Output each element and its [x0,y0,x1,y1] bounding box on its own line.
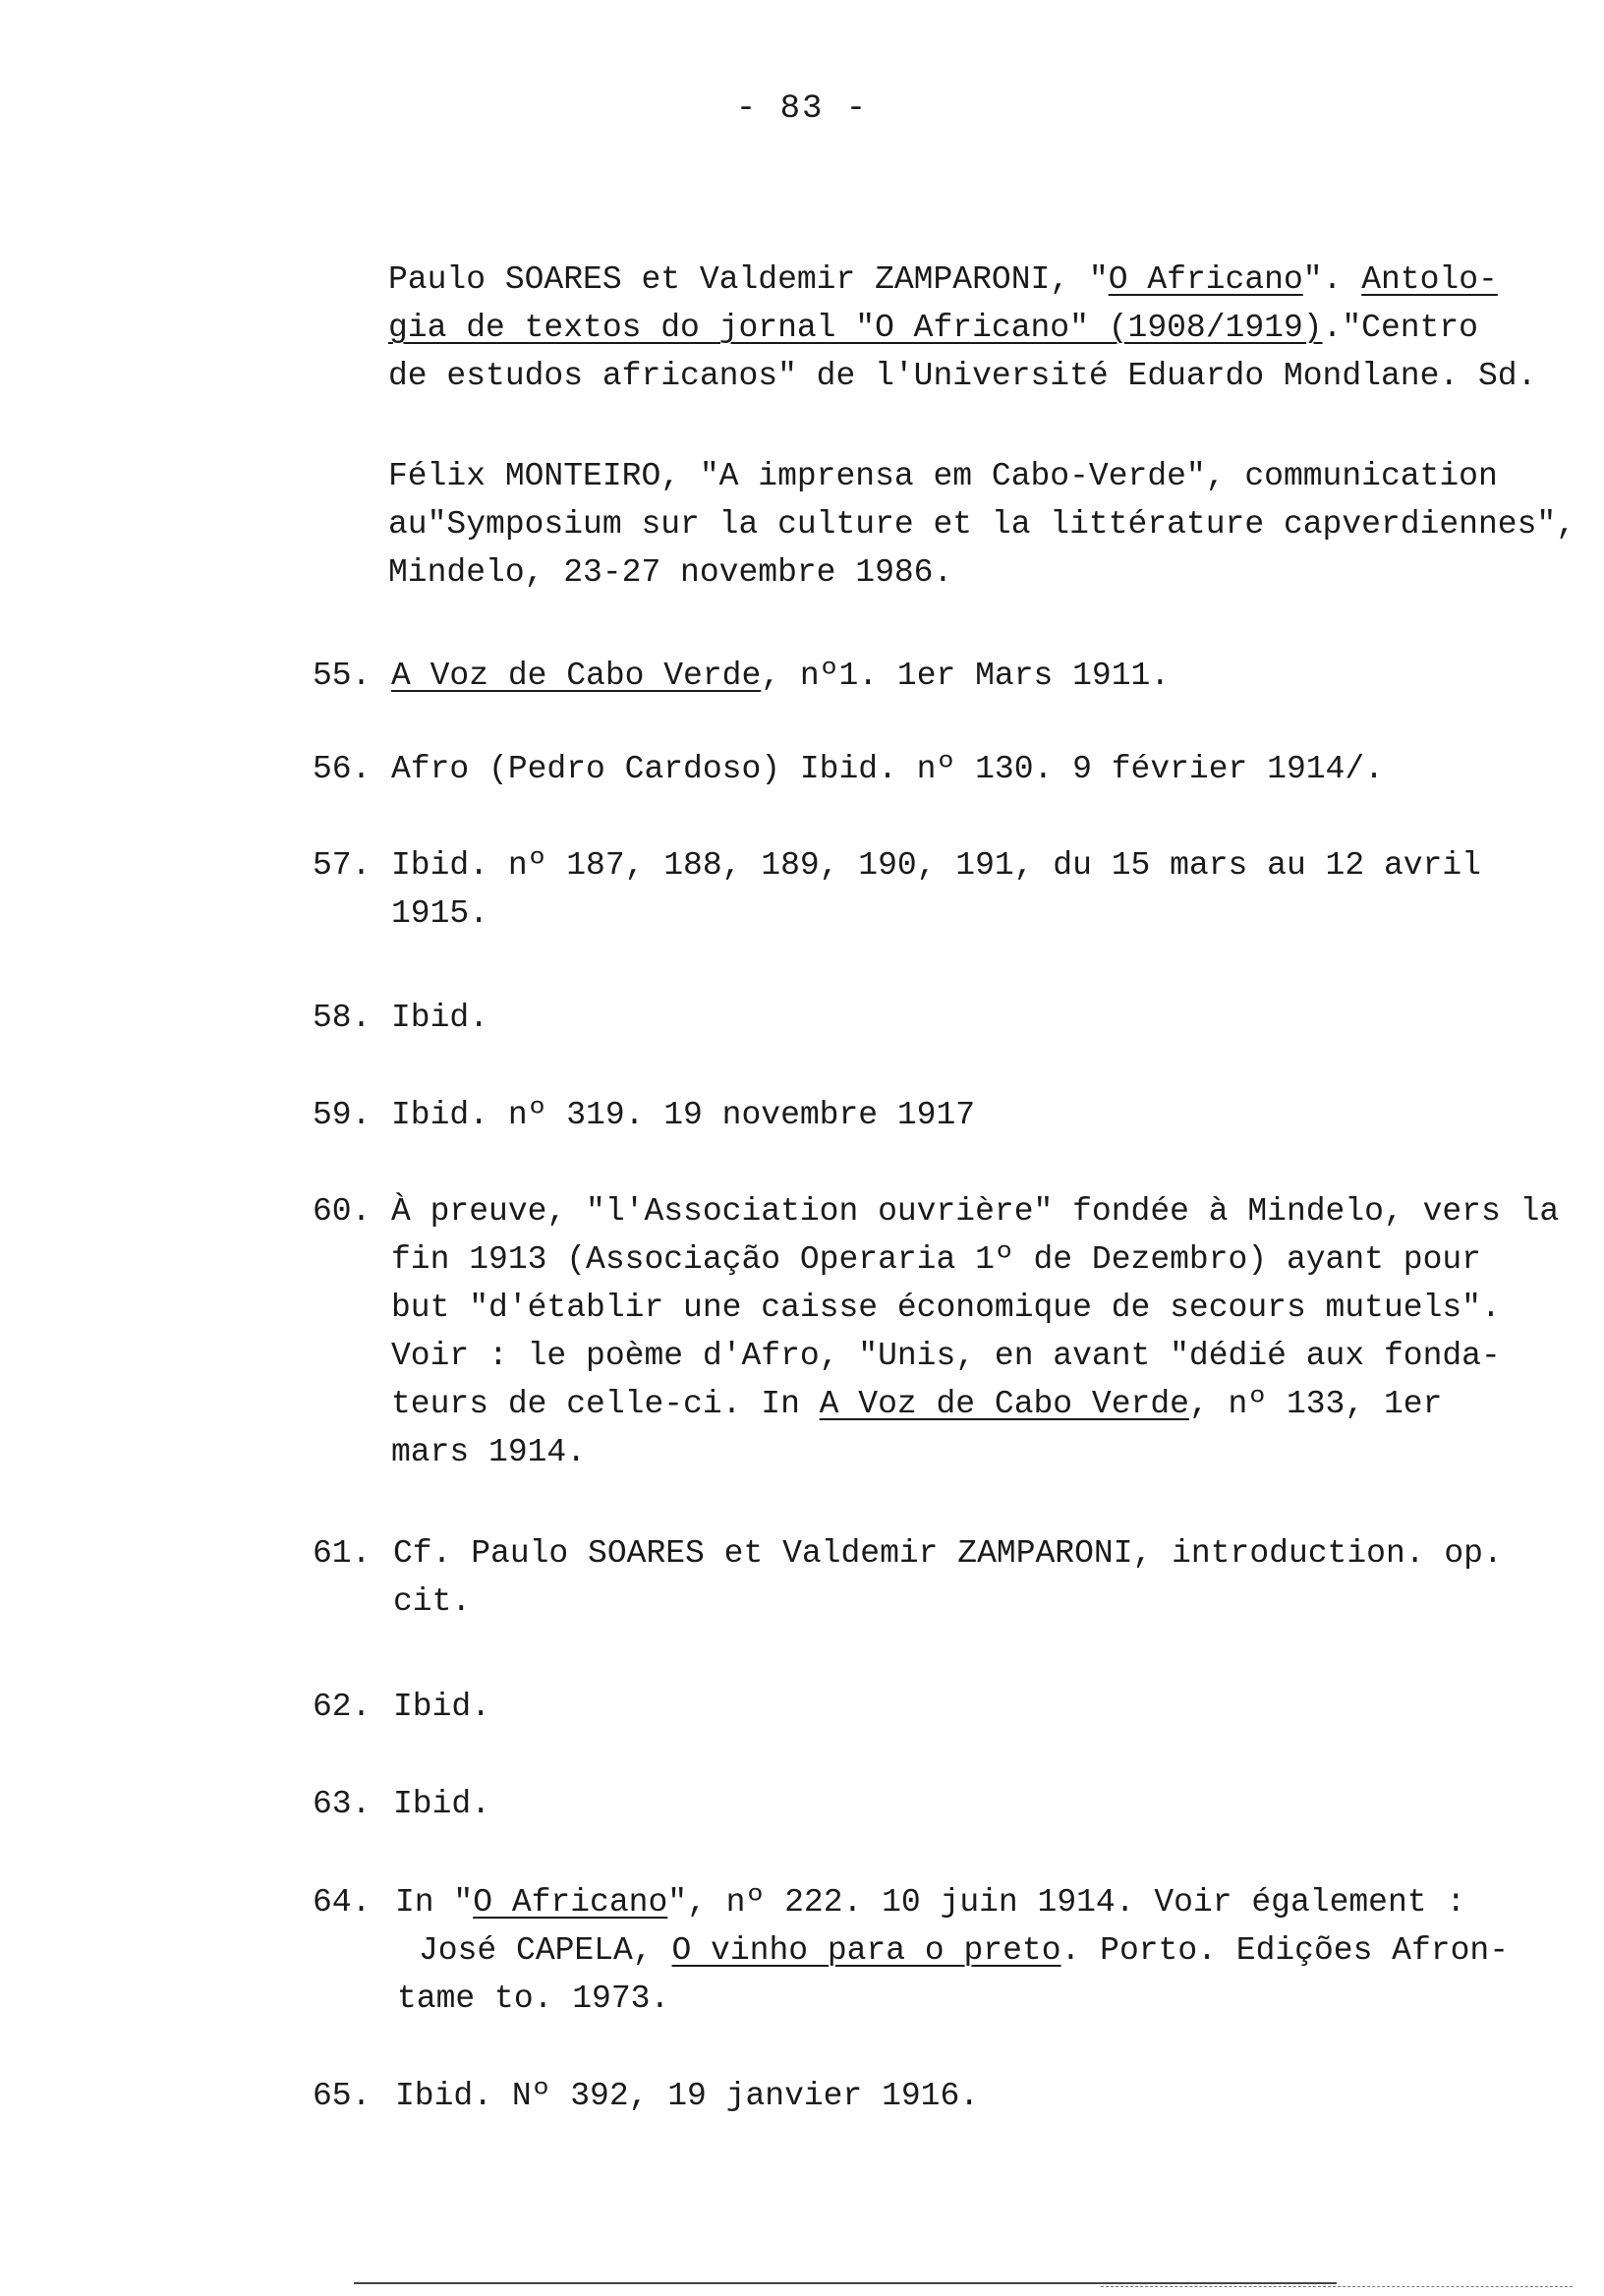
note-56 [391,745,1384,793]
note-number: 60. [313,1193,372,1230]
intro-p2-line-2: au"Symposium sur la culture et la littérature capverdiennes", [388,506,1575,543]
intro-p1-line-2: gia de textos do jornal "O Africano" (1908/1919)."Centro [388,310,1478,346]
intro-p1-line-3: de estudos africanos" de l'Université Eduardo Mondlane. Sd. [388,358,1537,394]
note-59-line-1: Ibid. nº 319. 19 novembre 1917 [391,1097,976,1133]
note-63 [393,1780,490,1828]
note-60-line-4: Voir : le poème d'Afro, "Unis, en avant "dédié aux fonda- [391,1338,1501,1374]
note-55 [391,652,1170,700]
note-58 [391,994,488,1042]
note-59 [391,1091,975,1139]
note-60-line-1: À preuve, "l'Association ouvrière" fondée à Mindelo, vers la [391,1193,1560,1230]
intro-p2-line-1: Félix MONTEIRO, "A imprensa em Cabo-Verde", communication [388,458,1498,494]
note-number: 58. [313,1000,372,1036]
note-60-line-5: teurs de celle-ci. In A Voz de Cabo Verde, nº 133, 1er [391,1386,1443,1422]
note-56-line-1: Afro (Pedro Cardoso) Ibid. nº 130. 9 février 1914/. [391,751,1384,787]
note-number: 64. [313,1884,372,1921]
intro-p1-line-1: Paulo SOARES et Valdemir ZAMPARONI, "O Africano". Antolo- [388,261,1498,298]
note-64-line-1: In "O Africano", nº 222. 10 juin 1914. Voir également : [395,1884,1466,1921]
note-60-line-6: mars 1914. [391,1434,587,1470]
note-62 [393,1683,490,1731]
note-58-line-1: Ibid. [391,1000,489,1036]
note-55-line-1: A Voz de Cabo Verde, nº1. 1er Mars 1911. [391,658,1171,694]
note-61 [393,1529,1503,1626]
note-number: 55. [313,658,372,694]
intro-p2-line-3: Mindelo, 23-27 novembre 1986. [388,554,953,591]
footer-rule [354,2282,1337,2284]
note-number: 57. [313,847,372,884]
footer-rule-dashed [1101,2286,1573,2287]
note-60-line-2: fin 1913 (Associação Operaria 1º de Dezembro) ayant pour [391,1241,1481,1278]
note-number: 59. [313,1097,372,1133]
note-number: 56. [313,751,372,787]
note-65 [395,2072,979,2120]
note-63-line-1: Ibid. [393,1786,491,1822]
note-number: 63. [313,1786,372,1822]
note-number: 62. [313,1689,372,1725]
intro-paragraph-2 [388,452,1575,597]
note-60-line-3: but "d'établir une caisse économique de secours mutuels". [391,1290,1501,1326]
note-61-line-2: cit. [393,1583,472,1620]
note-57-line-1: Ibid. nº 187, 188, 189, 190, 191, du 15 mars au 12 avril [391,847,1481,884]
note-number: 65. [313,2078,372,2114]
note-57 [391,841,1481,938]
note-number: 61. [313,1535,372,1572]
note-64-line-2: José CAPELA, O vinho para o preto. Porto. Edições Afron- [419,1932,1510,1969]
note-65-line-1: Ibid. Nº 392, 19 janvier 1916. [395,2078,980,2114]
note-61-line-1: Cf. Paulo SOARES et Valdemir ZAMPARONI, introduction. op. [393,1535,1503,1572]
intro-paragraph-1 [388,256,1536,400]
note-64 [395,1878,1509,2023]
note-64-line-3: tame to. 1973. [397,1980,670,2017]
note-62-line-1: Ibid. [393,1689,491,1725]
note-60 [391,1187,1559,1476]
page-number: - 83 - [735,90,869,128]
note-57-line-2: 1915. [391,895,489,932]
